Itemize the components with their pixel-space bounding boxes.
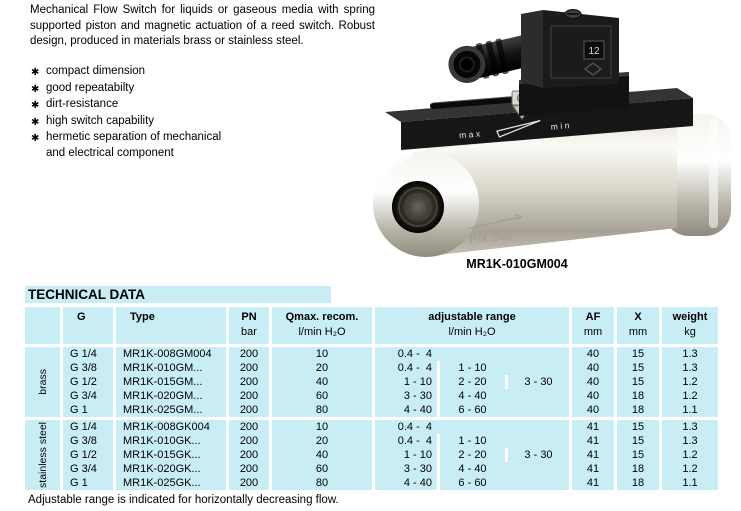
range1-cell: 4 - 40 — [375, 476, 437, 490]
max-label: max — [458, 128, 484, 141]
weight-cell: 1.1 — [662, 476, 718, 490]
table-row — [63, 420, 718, 434]
table-row — [63, 403, 718, 417]
g-cell: G 1/2 — [63, 375, 113, 389]
section-rows — [63, 420, 718, 490]
qmax-cell: 40 — [272, 448, 372, 462]
type-cell: MR1K-020GM... — [116, 389, 226, 403]
asterisk-bullet-icon: ✱ — [31, 100, 40, 111]
qmax-cell: 80 — [272, 476, 372, 490]
table-row — [63, 361, 718, 375]
type-cell: MR1K-008GK004 — [116, 420, 226, 434]
x-cell: 15 — [617, 448, 659, 462]
pn-cell: 200 — [229, 375, 269, 389]
range3-cell — [505, 361, 569, 375]
technical-data-heading: TECHNICAL DATA — [25, 286, 331, 303]
table-section-brass — [25, 347, 718, 417]
x-cell: 15 — [617, 434, 659, 448]
range2-cell — [437, 420, 505, 434]
g-cell: G 3/8 — [63, 434, 113, 448]
feature-item — [31, 114, 243, 131]
pn-marking-text: PN 200 — [468, 226, 514, 247]
min-label: min — [550, 119, 573, 132]
table-row — [63, 476, 718, 490]
g-cell: G 1/4 — [63, 420, 113, 434]
type-cell: MR1K-020GK... — [116, 462, 226, 476]
range2-cell: 1 - 10 — [437, 361, 505, 375]
af-cell: 41 — [572, 476, 614, 490]
range1-cell: 1 - 10 — [375, 448, 437, 462]
range1-cell: 0.4 - 4 — [375, 347, 437, 361]
material-label-cell — [25, 420, 60, 490]
range2-cell — [437, 347, 505, 361]
pn-header-unit: bar — [241, 326, 257, 338]
weight-cell: 1.3 — [662, 361, 718, 375]
table-section-stainless-steel — [25, 420, 718, 490]
range1-cell: 0.4 - 4 — [375, 420, 437, 434]
g-cell: G 3/8 — [63, 361, 113, 375]
range2-cell: 6 - 60 — [437, 476, 505, 490]
weight-header-label: weight — [672, 311, 708, 323]
feature-item — [31, 97, 243, 114]
weight-header-cell — [662, 307, 718, 344]
x-cell: 18 — [617, 389, 659, 403]
g-cell: G 3/4 — [63, 389, 113, 403]
weight-cell: 1.3 — [662, 347, 718, 361]
product-caption: MR1K-010GM004 — [466, 257, 568, 271]
range1-cell: 1 - 10 — [375, 375, 437, 389]
asterisk-bullet-icon: ✱ — [31, 133, 40, 144]
x-cell: 15 — [617, 375, 659, 389]
pn-cell: 200 — [229, 462, 269, 476]
qmax-cell: 80 — [272, 403, 372, 417]
weight-cell: 1.3 — [662, 420, 718, 434]
qmax-header-unit: l/min H₂O — [298, 326, 346, 338]
g-header-cell — [63, 307, 113, 344]
section-rows — [63, 347, 718, 417]
range3-cell — [505, 420, 569, 434]
g-cell: G 1/4 — [63, 347, 113, 361]
range1-cell: 3 - 30 — [375, 389, 437, 403]
material-label: stainless steel — [36, 422, 49, 488]
af-cell: 40 — [572, 375, 614, 389]
asterisk-bullet-icon: ✱ — [31, 67, 40, 78]
type-cell: MR1K-015GK... — [116, 448, 226, 462]
feature-list — [31, 64, 243, 161]
table-header-row — [25, 307, 718, 344]
x-cell: 15 — [617, 347, 659, 361]
range3-cell — [505, 347, 569, 361]
x-header-cell — [617, 307, 659, 344]
af-cell: 40 — [572, 361, 614, 375]
g-header-label: G — [77, 311, 86, 323]
af-header-label: AF — [585, 311, 601, 323]
table-row — [63, 375, 718, 389]
g-cell: G 1/2 — [63, 448, 113, 462]
table-row — [63, 389, 718, 403]
type-header-cell — [116, 307, 226, 344]
af-cell: 41 — [572, 448, 614, 462]
pn-cell: 200 — [229, 361, 269, 375]
feature-item — [31, 81, 243, 98]
pn-cell: 200 — [229, 420, 269, 434]
pn-cell: 200 — [229, 448, 269, 462]
type-cell: MR1K-025GK... — [116, 476, 226, 490]
pn-cell: 200 — [229, 389, 269, 403]
x-header-unit: mm — [628, 326, 648, 338]
technical-data-table — [25, 307, 718, 490]
range-header-unit: l/min H₂O — [448, 326, 496, 338]
feature-text: good repeatabilty — [46, 81, 135, 94]
range3-cell — [505, 434, 569, 448]
range3-cell — [505, 389, 569, 403]
g-cell: G 1 — [63, 476, 113, 490]
x-header-label: X — [634, 311, 642, 323]
weight-cell: 1.3 — [662, 434, 718, 448]
qmax-cell: 20 — [272, 361, 372, 375]
material-label-cell — [25, 347, 60, 417]
type-cell: MR1K-010GK... — [116, 434, 226, 448]
range-header-cell — [375, 307, 569, 344]
weight-header-unit: kg — [684, 326, 696, 338]
asterisk-bullet-icon: ✱ — [31, 83, 40, 95]
range3-cell — [505, 462, 569, 476]
range2-cell: 4 - 40 — [437, 389, 505, 403]
product-photo — [371, 2, 739, 263]
pn-cell: 200 — [229, 347, 269, 361]
pn-header-label: PN — [241, 311, 257, 323]
type-cell: MR1K-008GM004 — [116, 347, 226, 361]
pn-cell: 200 — [229, 403, 269, 417]
table-row — [63, 448, 718, 462]
table-footnote: Adjustable range is indicated for horizontally decreasing flow. — [28, 494, 339, 506]
qmax-cell: 10 — [272, 347, 372, 361]
range3-cell — [505, 476, 569, 490]
af-header-unit: mm — [583, 326, 603, 338]
range3-cell: 3 - 30 — [505, 448, 569, 462]
g-cell: G 3/4 — [63, 462, 113, 476]
pn-cell: 200 — [229, 476, 269, 490]
qmax-header-label: Qmax. recom. — [285, 311, 359, 323]
range3-cell: 3 - 30 — [505, 375, 569, 389]
type-header-label: Type — [130, 311, 155, 323]
asterisk-bullet-icon: ✱ — [31, 116, 40, 128]
left-hex-port — [373, 151, 479, 257]
af-cell: 41 — [572, 462, 614, 476]
qmax-cell: 10 — [272, 420, 372, 434]
af-cell: 40 — [572, 389, 614, 403]
range2-cell: 6 - 60 — [437, 403, 505, 417]
x-cell: 18 — [617, 403, 659, 417]
feature-text: compact dimension — [46, 65, 146, 77]
qmax-cell: 20 — [272, 434, 372, 448]
range1-cell: 4 - 40 — [375, 403, 437, 417]
type-cell: MR1K-025GM... — [116, 403, 226, 417]
type-cell: MR1K-010GM... — [116, 361, 226, 375]
af-cell: 41 — [572, 434, 614, 448]
feature-item — [31, 130, 243, 161]
material-label: brass — [36, 369, 49, 395]
weight-cell: 1.1 — [662, 403, 718, 417]
range-header-label: adjustable range — [428, 311, 516, 323]
qmax-cell: 60 — [272, 462, 372, 476]
weight-cell: 1.2 — [662, 389, 718, 403]
af-cell: 40 — [572, 347, 614, 361]
feature-text: hermetic separation of mechanical and electrical component — [46, 131, 222, 159]
weight-cell: 1.2 — [662, 375, 718, 389]
x-cell: 15 — [617, 361, 659, 375]
range2-cell: 2 - 20 — [437, 448, 505, 462]
qmax-cell: 40 — [272, 375, 372, 389]
range2-cell: 4 - 40 — [437, 462, 505, 476]
material-header-cell — [25, 307, 60, 344]
range2-cell: 1 - 10 — [437, 434, 505, 448]
feature-text: high switch capability — [46, 114, 155, 127]
range1-cell: 3 - 30 — [375, 462, 437, 476]
qmax-cell: 60 — [272, 389, 372, 403]
feature-text: dirt-resistance — [46, 98, 119, 110]
range2-cell: 2 - 20 — [437, 375, 505, 389]
type-cell: MR1K-015GM... — [116, 375, 226, 389]
x-cell: 18 — [617, 476, 659, 490]
table-row — [63, 462, 718, 476]
pn-cell: 200 — [229, 434, 269, 448]
weight-cell: 1.2 — [662, 448, 718, 462]
x-cell: 15 — [617, 420, 659, 434]
range1-cell: 0.4 - 4 — [375, 434, 437, 448]
g-cell: G 1 — [63, 403, 113, 417]
intro-paragraph: Mechanical Flow Switch for liquids or gaseous media with spring supported piston and magnetic actuation of a reed switch. Robust design, produced in materials brass or stainless steel. — [30, 4, 375, 47]
range1-cell: 0.4 - 4 — [375, 361, 437, 375]
range3-cell — [505, 403, 569, 417]
table-row — [63, 434, 718, 448]
feature-item — [31, 64, 243, 81]
din-connector — [521, 10, 619, 89]
pn-header-cell — [229, 307, 269, 344]
weight-cell: 1.2 — [662, 462, 718, 476]
af-header-cell — [572, 307, 614, 344]
x-cell: 18 — [617, 462, 659, 476]
qmax-header-cell — [272, 307, 372, 344]
connector-badge-label: 12 — [588, 46, 600, 57]
table-row — [63, 347, 718, 361]
af-cell: 41 — [572, 420, 614, 434]
af-cell: 40 — [572, 403, 614, 417]
